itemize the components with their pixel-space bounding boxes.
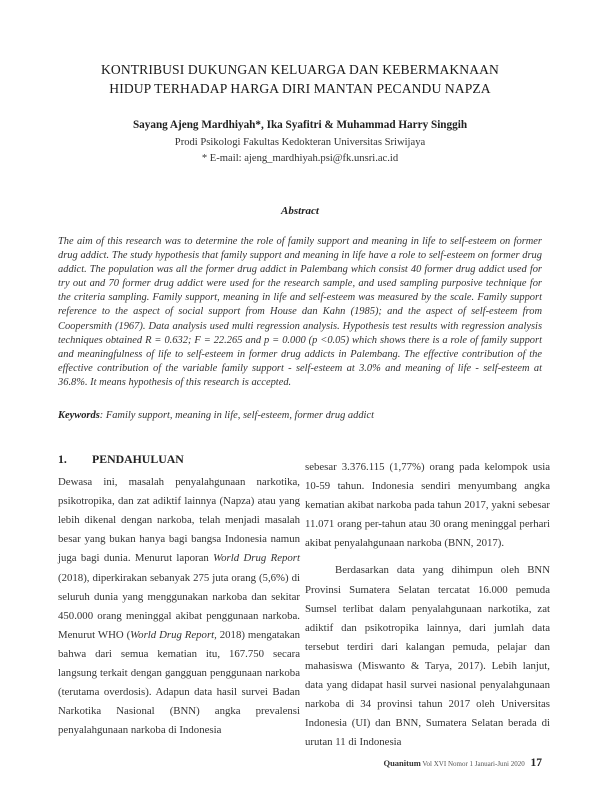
body-text: 2018) mengatakan bahwa dari semua kematian itu, 167.750 secara langsung terkait dengan gangguan penggunaan narkoba (terutama overdosis). Adapun data hasil survei Badan Narkotika Nasional (BNN) angka prevalensi penyalahgunaan narkoba di Indonesia	[58, 628, 301, 737]
section-heading	[58, 450, 300, 469]
body-italic-citation: World Drug Report,	[130, 628, 217, 641]
body-paragraph: sebesar 3.376.115 (1,77%) orang pada kelompok usia 10-59 tahun. Indonesia sendiri menyumbang angka kematian akibat narkoba pada tahun 2017, yakni sebesar 11.071 orang per-tahun atau 30 orang meninggal perhari akibat penyalahgunaan narkoba (BNN, 2017).	[305, 461, 550, 550]
journal-issue: Vol XVI Nomor 1 Januari-Juni 2020	[422, 760, 525, 768]
authors: Sayang Ajeng Mardhiyah*, Ika Syafitri & Muhammad Harry Singgih	[132, 119, 468, 131]
title-line-2: HIDUP TERHADAP HARGA DIRI MANTAN PECANDU NAPZA	[109, 81, 491, 96]
keywords-list: : Family support, meaning in life, self-esteem, former drug addict	[99, 410, 374, 421]
section-title: PENDAHULUAN	[92, 452, 184, 466]
title-line-1: KONTRIBUSI DUKUNGAN KELUARGA DAN KEBERMAKNAAN	[101, 62, 499, 77]
section-number: 1.	[58, 452, 67, 466]
keywords	[58, 410, 542, 421]
paper-title	[60, 60, 540, 98]
body-text: (2018), diperkirakan sebanyak 275 juta orang (5,6%) di seluruh dunia yang menggunakan narkoba dan sekitar 450.000 orang meninggal akibat penggunaan narkoba. Menurut WHO (	[58, 571, 300, 641]
page-footer	[383, 757, 542, 769]
body-text: Dewasa ini, masalah penyalahgunaan narkotika, psikotropika, dan zat adiktif lainnya (Napza) atau yang lebih dikenal dengan narkoba, telah menjadi masalah besar yang bukan hanya bagi bangsa Indonesia namun juga bagi dunia. Menurut laporan	[58, 476, 300, 565]
left-column	[58, 450, 300, 740]
abstract-text: The aim of this research was to determine the role of family support and meaning in life to self-esteem on former drug addict. The study hypothesis that family support and meaning in life have a role to self-esteem on former drug addict. The population was all the former drug addict in Palembang which consist 40 former drug addict used for try out and 70 former drug addict were used for the research sample, and used sampling purposive technique for the criteria sampling. Family support, meaning in life and self-esteem was measured by the scale. Family support reference to the aspect of social support from House dan Kahn (1985); and the aspect of self-esteem from Coopersmith (1967). Data analysis used multi regression analysis. Hypothesis test results with regression analysis techniques obtained R = 0.632; F = 22.265 and p = 0.000 (p <0.05) which shows there is a role of family support and meaningfulness of life to self-esteem in former drug addicts in Palembang. The effective contribution of the effective contribution of the variable family support - self-esteem at 3.0% and meaning of life - self-esteem at 36.8%. It means hypothesis of this research is accepted.	[58, 236, 542, 388]
affiliation: Prodi Psikologi Fakultas Kedokteran Universitas Sriwijaya	[174, 137, 426, 148]
keywords-label: Keywords	[58, 410, 100, 421]
right-column	[305, 458, 550, 752]
abstract-heading: Abstract	[281, 205, 319, 217]
body-paragraph: Berdasarkan data yang dihimpun oleh BNN Provinsi Sumatera Selatan tercatat 16.000 pemuda Sumsel terlibat dalam penyalahgunaan narkotika, zat adiktif dan psikotropika lainnya, dari jumlah data tersebut terdiri dari kalangan pemuda, pelajar dan mahasiswa (Miswanto & Tarya, 2017). Lebih lanjut, data yang didapat hasil survei nasional penyalahgunaan narkoba di 34 provinsi tahun 2017 oleh Universitas Indonesia (UI) dan BNN, Sumatera Selatan berada di urutan 11 di Indonesia	[305, 564, 550, 749]
journal-name: Quanitum	[383, 758, 421, 768]
author-email: * E-mail: ajeng_mardhiyah.psi@fk.unsri.ac.id	[201, 153, 399, 164]
body-paragraph	[58, 473, 300, 740]
body-italic-citation: World Drug Report	[213, 552, 300, 565]
page-number: 17	[530, 757, 542, 769]
